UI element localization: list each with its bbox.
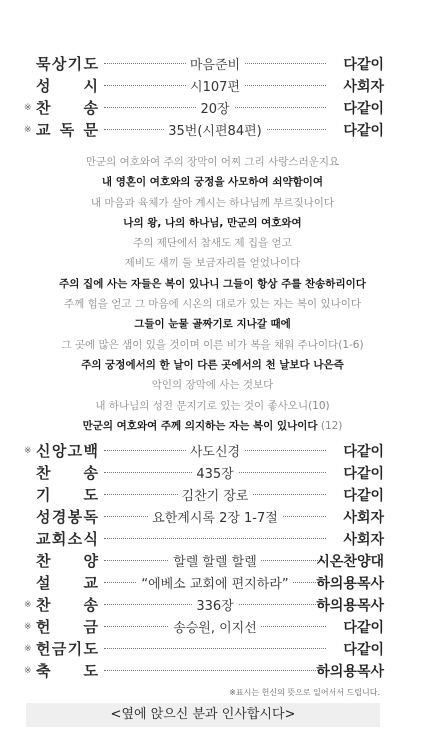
psalm-line: [0, 253, 425, 273]
label-char: 성: [36, 76, 51, 95]
psalm-line: [0, 416, 425, 436]
order-item-content-wrap: [104, 120, 326, 139]
label-char: 봉: [67, 507, 83, 526]
worship-order-top: [24, 52, 384, 140]
label-char: 교: [36, 120, 51, 139]
psalm-line-text: 내 영혼이 여호와의 궁정을 사모하여 쇠약함이여: [101, 176, 324, 189]
order-item-content-wrap: [104, 551, 326, 570]
order-item: [24, 52, 384, 74]
label-char: 묵: [36, 54, 51, 73]
order-item-content: 마음준비: [186, 58, 244, 73]
order-item-label: [36, 616, 98, 637]
label-char: 송: [83, 463, 98, 482]
psalm-verse-ref: (12): [317, 419, 343, 432]
standing-mark: ※: [24, 666, 32, 676]
order-item-content-wrap: [104, 98, 326, 117]
order-item-label: [36, 594, 98, 615]
order-item-label: [36, 484, 98, 505]
label-char: 상: [51, 54, 67, 73]
label-char: 송: [83, 98, 98, 117]
order-item-leader: 다같이: [343, 620, 384, 636]
order-item-label: [36, 97, 98, 118]
order-item-content-wrap: [104, 595, 326, 614]
psalm-line: [0, 375, 425, 395]
order-item-leader: 하의용목사: [316, 598, 384, 614]
label-char: 고: [67, 441, 83, 460]
label-char: 백: [83, 441, 98, 460]
responsive-reading: [0, 152, 425, 436]
order-item-label: [36, 550, 98, 571]
order-item-leader: 사회자: [343, 79, 384, 95]
label-char: 기: [67, 639, 83, 658]
order-item-leader: 시온찬양대: [316, 554, 384, 570]
label-char: 도: [83, 54, 98, 73]
dotted-leader: [104, 670, 326, 671]
label-char: 금: [83, 617, 98, 636]
order-item-content: 시107편: [186, 80, 244, 95]
order-item-content: 20장: [196, 102, 233, 117]
label-char: 신: [36, 441, 51, 460]
label-char: 경: [51, 507, 67, 526]
order-item: [24, 593, 384, 615]
label-char: 찬: [36, 595, 51, 614]
label-char: 도: [83, 639, 98, 658]
greeting-banner: <옆에 앉으신 분과 인사합시다>: [26, 703, 380, 727]
order-item-label: [36, 462, 98, 483]
psalm-line-text: 만군의 여호와여 주의 장막이 어찌 그리 사랑스러운지요: [85, 156, 340, 168]
label-char: 앙: [51, 441, 67, 460]
label-char: 찬: [36, 551, 51, 570]
order-item-content-wrap: [104, 76, 326, 95]
label-char: 찬: [36, 463, 51, 482]
order-item-content: 김찬기 장로: [178, 489, 253, 504]
psalm-line-text: 내 마음과 육체가 살아 계시는 하나님께 부르짖나이다: [90, 196, 335, 209]
psalm-line: [0, 193, 425, 213]
label-char: 문: [83, 120, 98, 139]
label-char: 성: [36, 507, 51, 526]
psalm-line-text: 내 하나님의 성전 문지기로 있는 것이 좋사오니(10): [95, 399, 330, 412]
label-char: 송: [83, 595, 98, 614]
order-item-content-wrap: [104, 507, 326, 526]
order-item-label: [36, 528, 98, 549]
order-item-content: 35번(시편84편): [164, 124, 265, 139]
standing-mark: ※: [24, 600, 32, 610]
order-item-content-wrap: [104, 463, 326, 482]
label-char: 기: [67, 54, 83, 73]
order-item-leader: 하의용목사: [316, 664, 384, 680]
label-char: 축: [36, 661, 51, 680]
order-item-content-wrap: [104, 441, 326, 460]
psalm-line: [0, 213, 425, 233]
order-item: [24, 96, 384, 118]
label-char: 금: [51, 639, 67, 658]
label-char: 식: [83, 529, 98, 548]
order-item-label: [36, 440, 98, 461]
worship-order-bottom: [24, 439, 384, 681]
order-item: [24, 505, 384, 527]
label-char: 교: [36, 529, 51, 548]
order-item-content: 336장: [192, 599, 237, 614]
psalm-line-text: 주의 제단에서 참새도 제 집을 얻고: [133, 237, 292, 250]
psalm-line: [0, 152, 425, 172]
order-item-content: “에베소 교회에 편지하라”: [137, 577, 292, 592]
psalm-line-text: 나의 왕, 나의 하나님, 만군의 여호와여: [123, 216, 302, 229]
psalm-line: [0, 355, 425, 375]
order-item: [24, 74, 384, 96]
order-item-content-wrap: [104, 485, 326, 504]
order-item-leader: 사회자: [343, 532, 384, 548]
standing-mark: ※: [24, 446, 32, 456]
order-item: [24, 615, 384, 637]
order-item-leader: 다같이: [343, 488, 384, 504]
order-item: [24, 483, 384, 505]
order-item-content: 사도신경: [186, 445, 244, 460]
order-item: [24, 659, 384, 681]
psalm-line-text: 그 곳에 많은 샘이 있을 것이며 이른 비가 복을 채워 주나이다(1-6): [61, 338, 364, 351]
order-item-leader: 하의용목사: [316, 576, 384, 592]
order-item-leader: 다같이: [343, 444, 384, 460]
order-item-leader: 다같이: [343, 123, 384, 139]
label-char: 독: [59, 120, 75, 139]
order-item-label: [36, 119, 98, 140]
standing-note: ※표시는 헌신의 뜻으로 일어서서 드립니다.: [229, 688, 380, 697]
label-char: 독: [83, 507, 98, 526]
order-item: [24, 637, 384, 659]
dotted-leader: [104, 648, 326, 649]
label-char: 시: [83, 76, 98, 95]
psalm-line: [0, 314, 425, 334]
psalm-line-text: 주께 힘을 얻고 그 마음에 시온의 대로가 있는 자는 복이 있나이다: [63, 298, 362, 311]
psalm-line-text: 그들이 눈물 골짜기로 지나갈 때에: [134, 318, 291, 331]
standing-mark: ※: [24, 622, 32, 632]
psalm-line: [0, 396, 425, 416]
psalm-line-text: 악인의 장막에 사는 것보다: [151, 379, 274, 392]
standing-mark: ※: [24, 644, 32, 654]
psalm-line: [0, 294, 425, 314]
order-item-content-wrap: [104, 573, 326, 592]
order-item-content-wrap: [104, 617, 326, 636]
label-char: 헌: [36, 639, 51, 658]
order-item-content: 435장: [192, 467, 237, 482]
order-item: [24, 461, 384, 483]
label-char: 도: [83, 485, 98, 504]
label-char: 소: [67, 529, 83, 548]
label-char: 양: [83, 551, 98, 570]
dotted-leader: [104, 538, 326, 539]
order-item-leader: 다같이: [343, 466, 384, 482]
order-item-content-wrap: [104, 54, 326, 73]
label-char: 도: [83, 661, 98, 680]
order-item-leader: 다같이: [343, 642, 384, 658]
order-item-content: 할렐 할렐 할렐: [169, 555, 261, 570]
order-item-label: [36, 506, 98, 527]
order-item-label: [36, 53, 98, 74]
order-item-label: [36, 572, 98, 593]
label-char: 교: [83, 573, 98, 592]
psalm-line-text: 만군의 여호와여 주께 의지하는 자는 복이 있나이다: [82, 419, 318, 432]
order-item: [24, 571, 384, 593]
label-char: 기: [36, 485, 51, 504]
label-char: 설: [36, 573, 51, 592]
psalm-line: [0, 233, 425, 253]
order-item: [24, 527, 384, 549]
label-char: 찬: [36, 98, 51, 117]
order-item: [24, 439, 384, 461]
order-item-content: 송승원, 이지선: [169, 621, 261, 636]
order-item-label: [36, 660, 98, 681]
psalm-line-text: 주의 궁정에서의 한 날이 다른 곳에서의 천 날보다 나은즉: [81, 358, 344, 371]
order-item-leader: 다같이: [343, 57, 384, 73]
order-item: [24, 118, 384, 140]
label-char: 헌: [36, 617, 51, 636]
psalm-line-text: 주의 집에 사는 자들은 복이 있나니 그들이 항상 주를 찬송하리이다: [59, 277, 366, 290]
standing-mark: ※: [24, 103, 32, 113]
order-item-content: 요한계시록 2장 1-7절: [148, 511, 282, 526]
label-char: 회: [51, 529, 67, 548]
order-item-leader: 다같이: [343, 101, 384, 117]
psalm-line: [0, 274, 425, 294]
order-item-leader: 사회자: [343, 510, 384, 526]
psalm-line-text: 제비도 새끼 둘 보금자리를 얻었나이다: [124, 257, 301, 270]
standing-mark: ※: [24, 125, 32, 135]
order-item-label: [36, 638, 98, 659]
psalm-line: [0, 335, 425, 355]
order-item: [24, 549, 384, 571]
psalm-line: [0, 172, 425, 192]
order-item-label: [36, 75, 98, 96]
